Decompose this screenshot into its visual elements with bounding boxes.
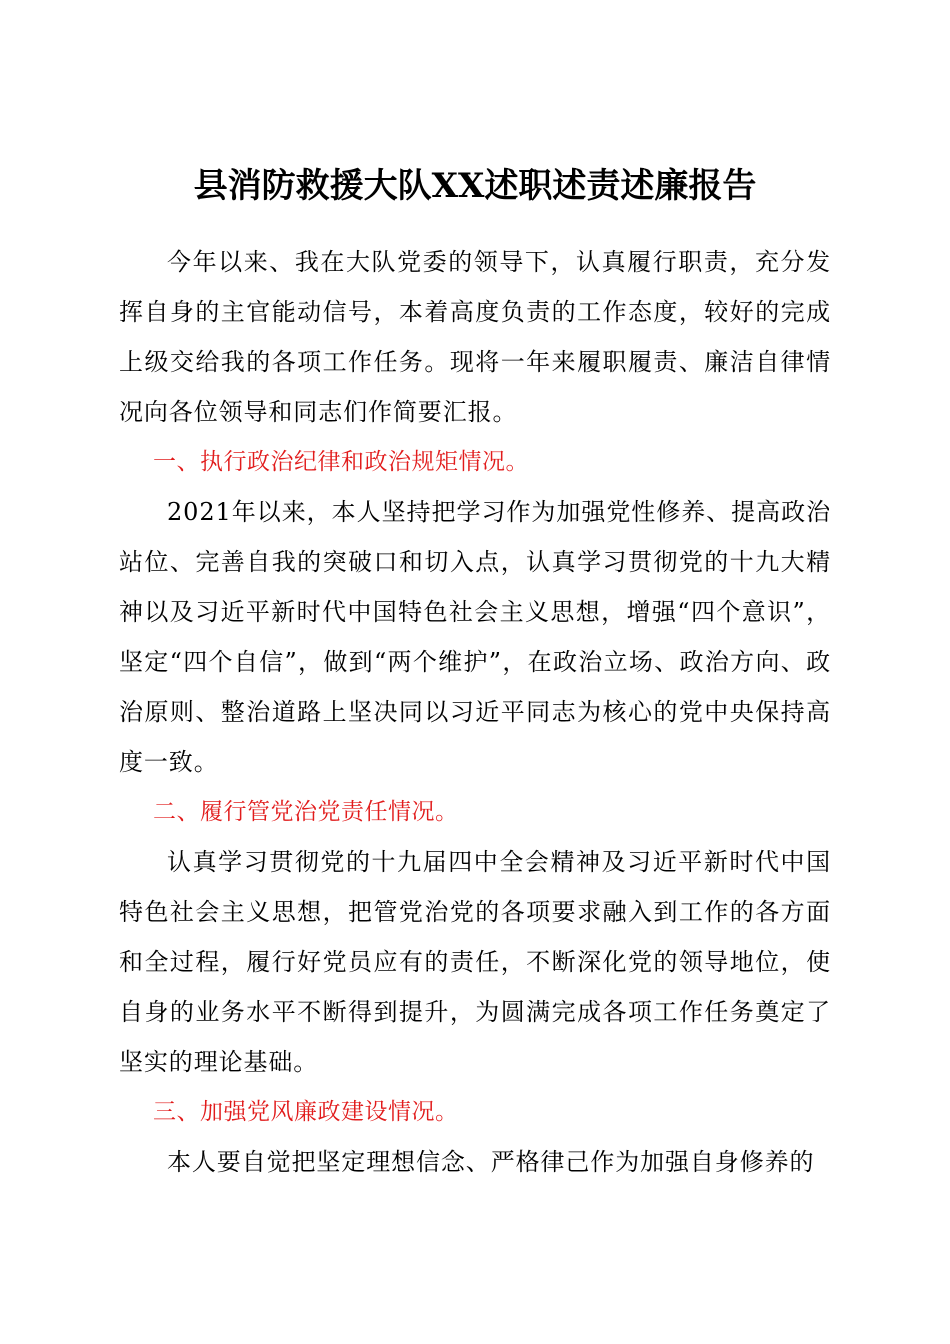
section-heading-1: 一、执行政治纪律和政治规矩情况。	[153, 449, 529, 475]
document-title: 县消防救援大队XX述职述责述廉报告	[193, 166, 757, 206]
intro-paragraph: 今年以来、我在大队党委的领导下，认真履行职责，充分发挥自身的主官能动信号，本着高度负责的工作态度，较好的完成上级交给我的各项工作任务。现将一年来履职履责、廉洁自律情况向各位领导和同志们作简要汇报。	[119, 248, 831, 426]
section-heading-3: 三、加强党风廉政建设情况。	[153, 1099, 459, 1125]
section-body-2: 认真学习贯彻党的十九届四中全会精神及习近平新时代中国特色社会主义思想，把管党治党的各项要求融入到工作的各方面和全过程，履行好党员应有的责任，不断深化党的领导地位，使自身的业务水平不断得到提升，为圆满完成各项工作任务奠定了坚实的理论基础。	[119, 848, 831, 1076]
section-body-1: 2021年以来，本人坚持把学习作为加强党性修养、提高政治站位、完善自我的突破口和切入点，认真学习贯彻党的十九大精神以及习近平新时代中国特色社会主义思想，增强“四个意识”，坚定“四个自信”，做到“两个维护”，在政治立场、政治方向、政治原则、整治道路上坚决同以习近平同志为核心的党中央保持高度一致。	[119, 498, 831, 776]
section-body-3: 本人要自觉把坚定理想信念、严格律己作为加强自身修养的	[167, 1148, 815, 1176]
section-heading-2: 二、履行管党治党责任情况。	[153, 799, 459, 825]
document-body	[119, 237, 831, 1187]
